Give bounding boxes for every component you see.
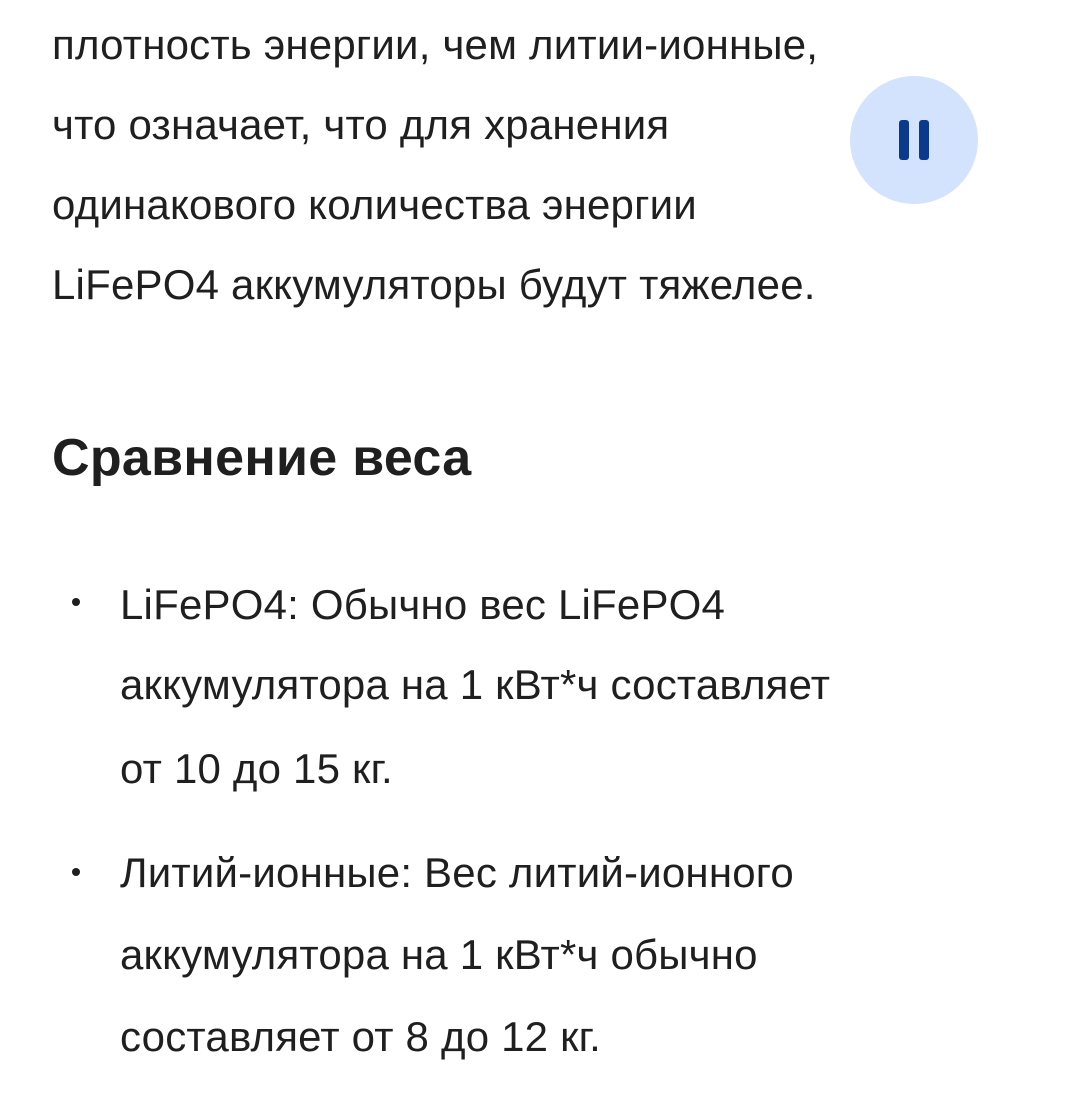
paragraph-line: плотность энергии, чем литии-ионные, xyxy=(52,21,819,68)
pause-bar xyxy=(899,120,909,160)
pause-icon xyxy=(899,120,929,160)
list-item-line: составляет от 8 до 12 кг. xyxy=(120,1013,601,1060)
paragraph-line: что означает, что для хранения xyxy=(52,101,670,148)
pause-button[interactable] xyxy=(850,76,978,204)
paragraph-line: LiFePO4 аккумуляторы будут тяжелее. xyxy=(52,261,816,308)
bullet-dot-icon xyxy=(72,598,80,606)
bullet-dot-icon xyxy=(72,868,80,876)
list-item-line: аккумулятора на 1 кВт*ч обычно xyxy=(120,931,758,978)
list-item-line: Литий-ионные: Вес литий-ионного xyxy=(120,849,794,896)
list-item-line: LiFePO4: Обычно вес LiFePO4 xyxy=(120,581,726,628)
paragraph-line: одинакового количества энергии xyxy=(52,181,697,228)
section-heading: Сравнение веса xyxy=(52,429,472,487)
pause-bar xyxy=(919,120,929,160)
list-item-line: от 10 до 15 кг. xyxy=(120,745,393,792)
list-item-line: аккумулятора на 1 кВт*ч составляет xyxy=(120,661,831,708)
